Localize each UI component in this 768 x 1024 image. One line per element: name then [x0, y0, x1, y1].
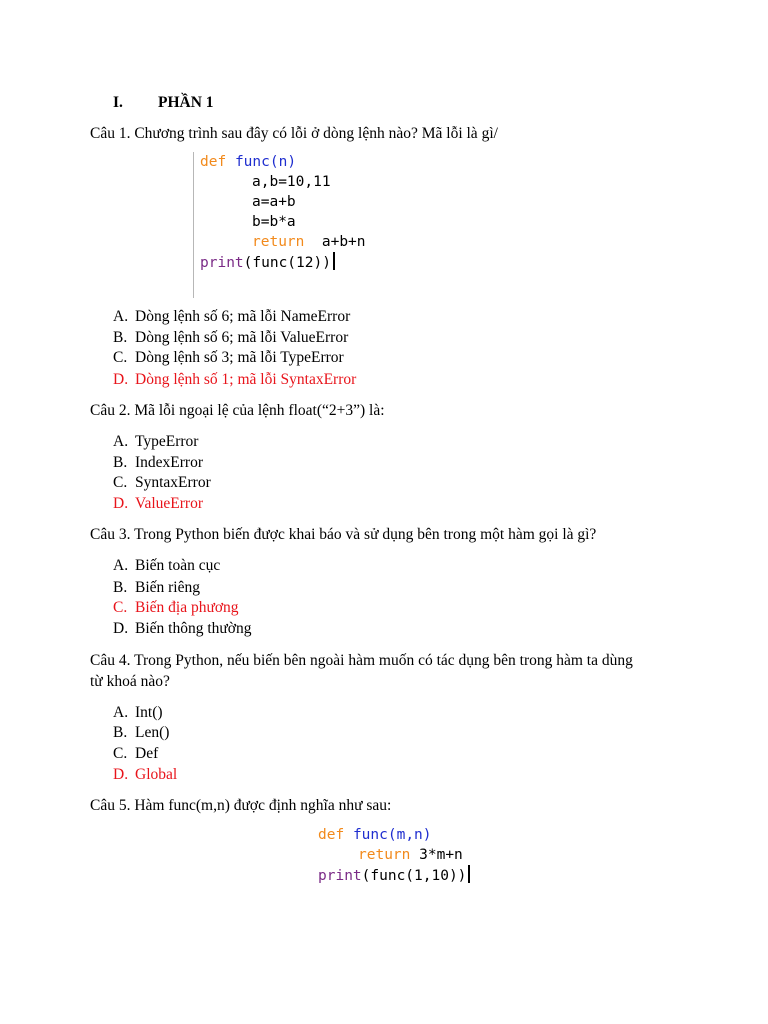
option-4b: B. Len() — [113, 724, 170, 741]
code-line-2: a,b=10,11 — [252, 174, 331, 190]
code-text: 3*m+n — [419, 847, 463, 863]
option-4d-correct: D. Global — [113, 766, 178, 783]
option-3a: A. Biến toàn cục — [113, 557, 221, 574]
question-1-text: Câu 1. Chương trình sau đây có lỗi ở dòng lệnh nào? Mã lỗi là gì/ — [90, 125, 498, 142]
option-1c: C. Dòng lệnh số 3; mã lỗi TypeError — [113, 349, 344, 366]
code-keyword: print — [318, 868, 362, 884]
code-line-3: a=a+b — [252, 194, 296, 210]
option-4a: A. Int() — [113, 704, 163, 721]
code-snippet-1 — [186, 152, 426, 298]
option-1b: B. Dòng lệnh số 6; mã lỗi ValueError — [113, 329, 349, 346]
text-cursor — [468, 865, 470, 883]
code-keyword: def — [200, 154, 227, 170]
code-text: func(n) — [234, 154, 297, 170]
code-line-3 — [318, 865, 470, 886]
question-3-text: Câu 3. Trong Python biến được khai báo và sử dụng bên trong một hàm gọi là gì? — [90, 526, 597, 543]
code-line-2 — [358, 845, 463, 865]
code-keyword: return — [252, 234, 305, 250]
code-snippet-5 — [318, 825, 498, 889]
option-1d-correct: D. Dòng lệnh số 1; mã lỗi SyntaxError — [113, 371, 357, 388]
code-keyword: return — [358, 847, 411, 863]
option-1a: A. Dòng lệnh số 6; mã lỗi NameError — [113, 308, 351, 325]
option-2a: A. TypeError — [113, 433, 199, 450]
code-line-5 — [252, 232, 366, 252]
code-line-1 — [200, 152, 296, 172]
option-4c: C. Def — [113, 745, 159, 762]
question-2-text: Câu 2. Mã lỗi ngoại lệ của lệnh float(“2+3”) là: — [90, 402, 385, 419]
code-text: (func(1,10)) — [361, 868, 467, 884]
code-text: func(m,n) — [352, 827, 432, 843]
option-3c-correct: C. Biến địa phương — [113, 599, 239, 616]
option-2b: B. IndexError — [113, 454, 203, 471]
code-keyword: print — [200, 255, 244, 271]
question-5-text: Câu 5. Hàm func(m,n) được định nghĩa như sau: — [90, 797, 392, 814]
text-cursor — [333, 252, 335, 270]
code-line-4: b=b*a — [252, 214, 296, 230]
code-text: (func(12)) — [243, 255, 331, 271]
section-title: PHẦN 1 — [158, 94, 214, 111]
question-4-text-line-2: từ khoá nào? — [90, 673, 170, 690]
section-number: I. — [113, 94, 123, 111]
option-2c: C. SyntaxError — [113, 474, 211, 491]
code-line-6 — [200, 252, 335, 273]
code-keyword: def — [318, 827, 345, 843]
option-3d: D. Biến thông thường — [113, 620, 252, 637]
option-3b: B. Biến riêng — [113, 579, 200, 596]
question-4-text-line-1: Câu 4. Trong Python, nếu biến bên ngoài hàm muốn có tác dụng bên trong hàm ta dùng — [90, 652, 633, 669]
option-2d-correct: D. ValueError — [113, 495, 203, 512]
code-text: a+b+n — [321, 234, 366, 250]
code-line-1 — [318, 825, 432, 845]
code-gutter — [193, 152, 194, 298]
